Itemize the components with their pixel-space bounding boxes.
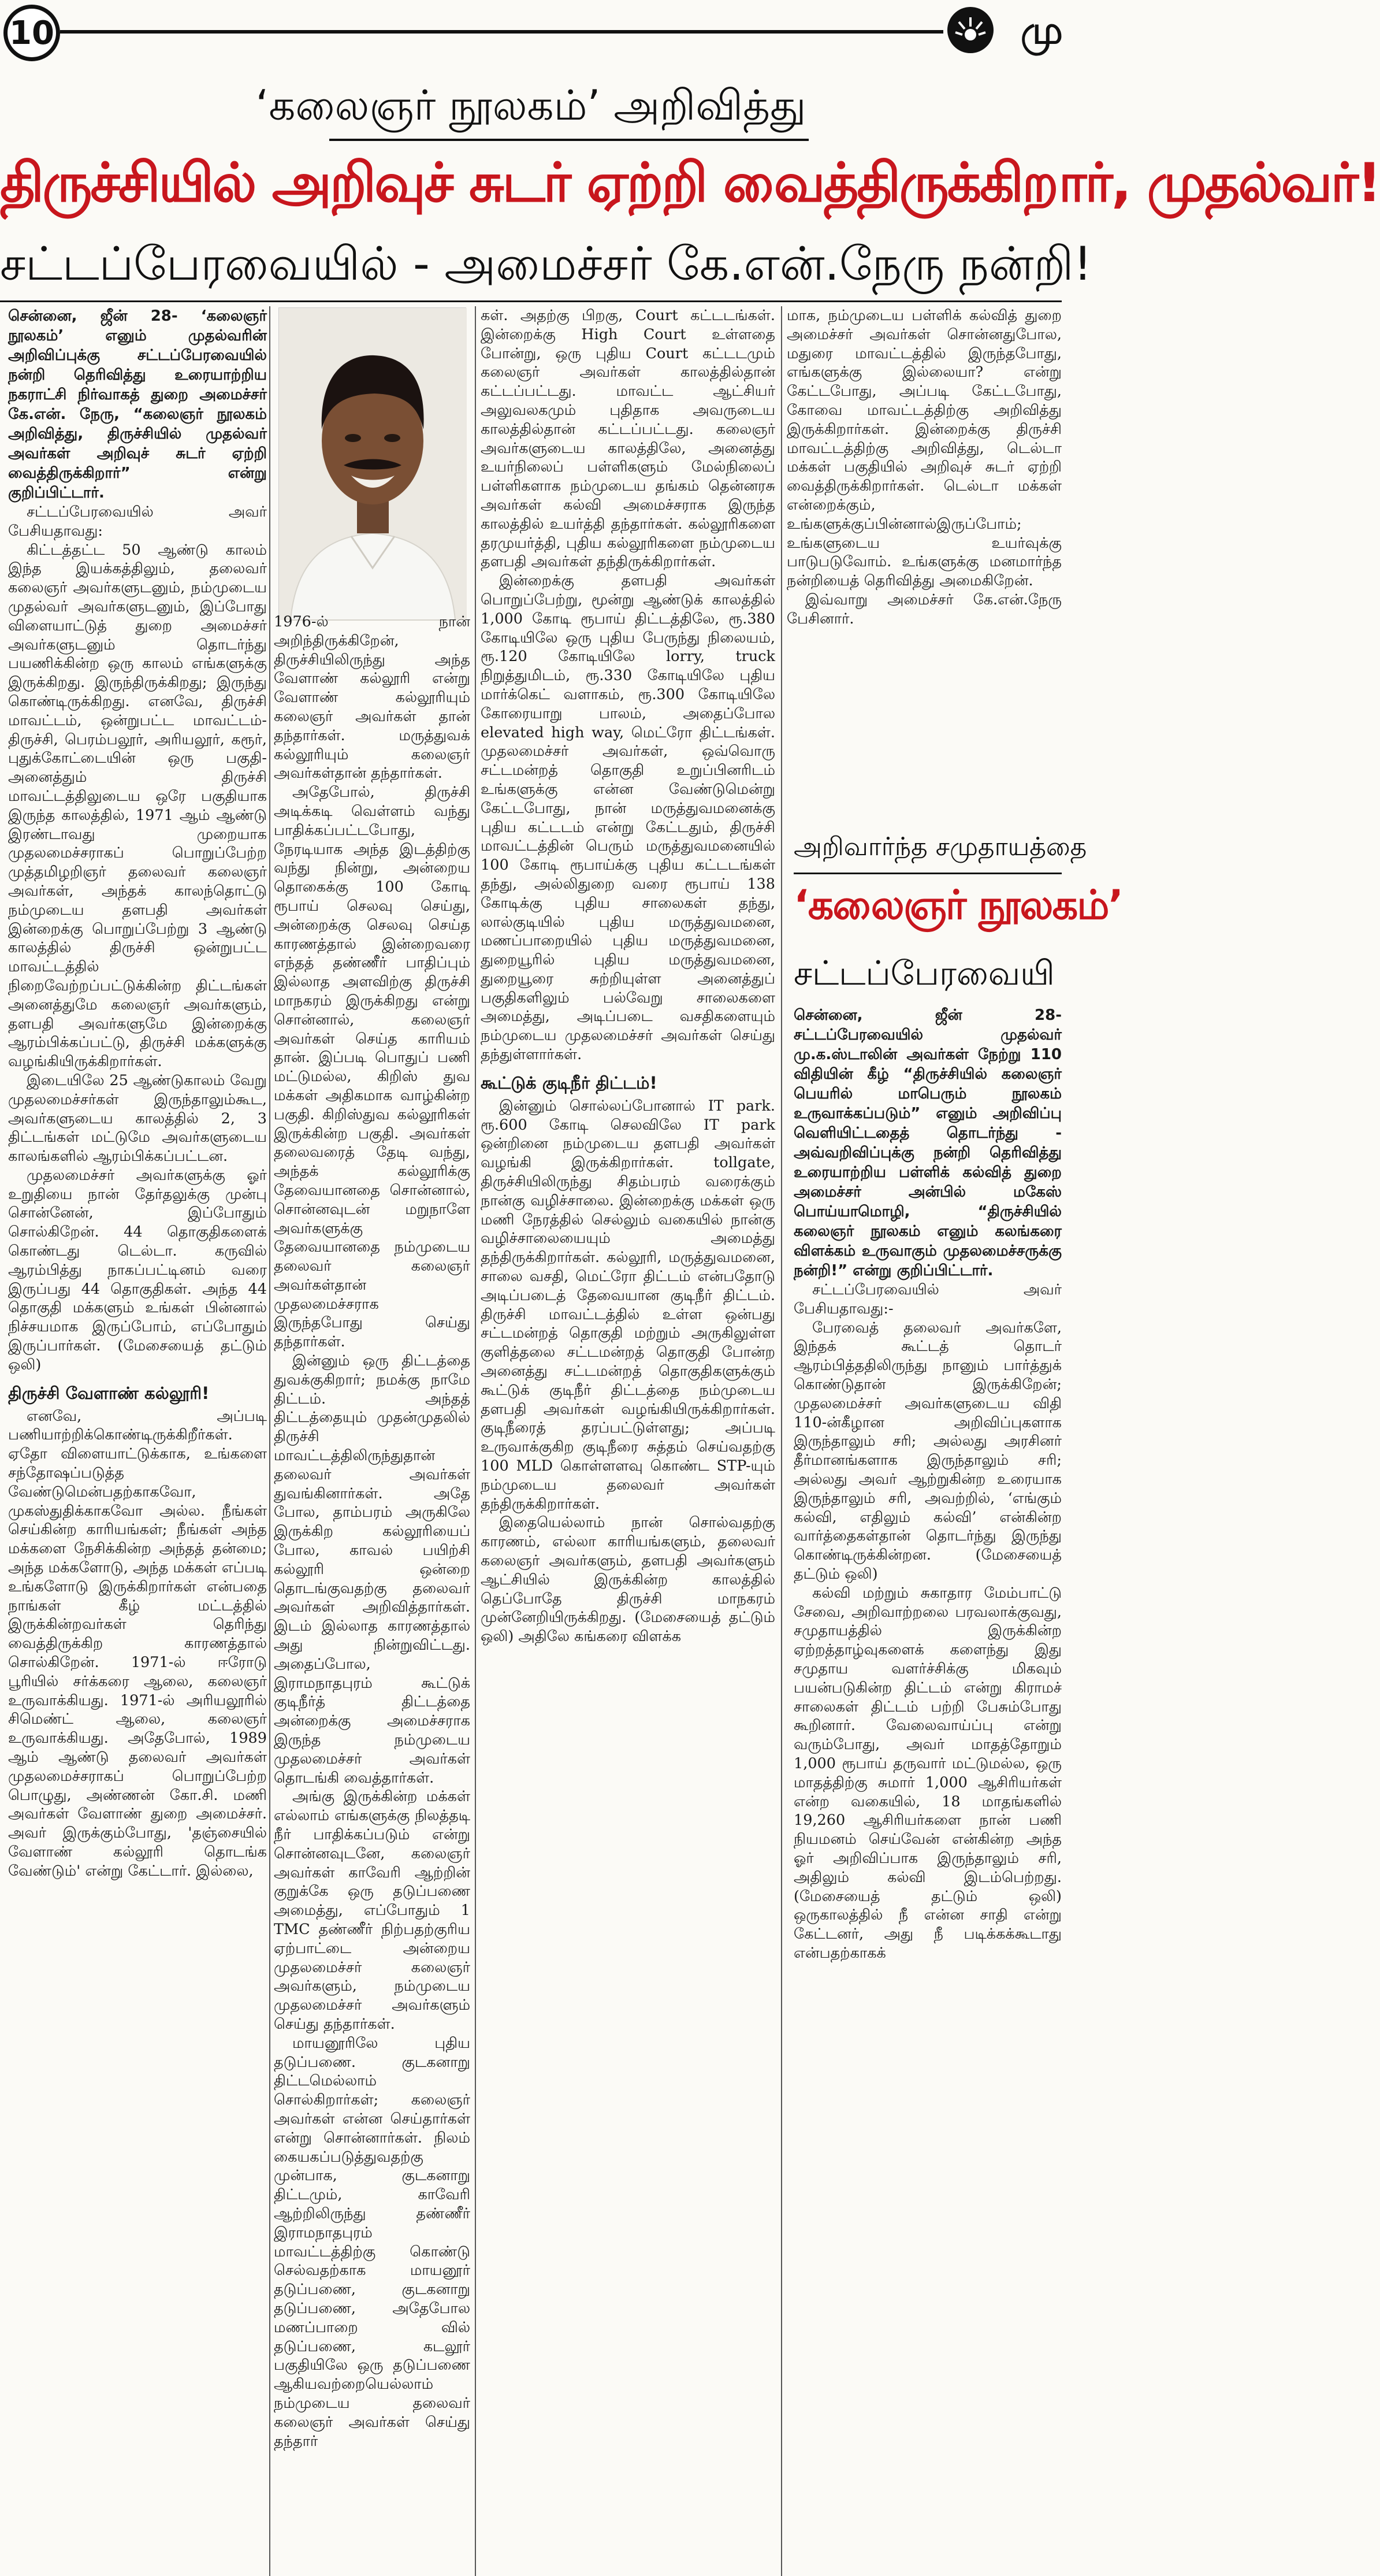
column-rule	[269, 306, 270, 2576]
paragraph: மாக, நம்முடைய பள்ளிக் கல்வித் துறை அமைச்சர் அவர்கள் சொன்னதுபோல, மதுரை மாவட்டத்தில் இருந்தபோது, எங்களுக்கு இல்லையா? என்று கேட்டபோது, அப்படி கேட்டபோது, கோவை மாவட்டத்திற்கு அறிவித்து இருக்கிறார்கள். இன்றைக்கு திருச்சி மாவட்டத்திற்கு அறிவித்து, டெல்டா மக்கள் பகுதியில் அறிவுச் சுடர் ஏற்றி வைத்திருக்கிறார்கள். டெல்டா மக்கள் என்றைக்கும், உங்களுக்குப்பின்னால்இருப்போம்; உங்களுடைய உயர்வுக்கு பாடுபடுவோம். உங்களுக்கு மனமார்ந்த நன்றியைத் தெரிவித்து அமைகிறேன்.	[787, 307, 1062, 590]
paragraph: 1976-ல் நான் அறிந்திருக்கிறேன், திருச்சியிலிருந்து அந்த வேளாண் கல்லூரி என்று வேளாண் கல்லூரியும் கலைஞர் அவர்கள் தான் தந்தார்கள். மருத்துவக் கல்லூரியும் கலைஞர் அவர்கள்தான் தந்தார்கள்.	[274, 613, 470, 782]
paragraph: கல்வி மற்றும் சுகாதார மேம்பாட்டு சேவை, அறிவாற்றலை பரவலாக்குவது, சமுதாயத்தில் இருக்கின்ற ஏற்றத்தாழ்வுகளைக் களைந்து இது சமுதாய வளர்ச்சிக்கு மிகவும் பயன்படுகின்ற திட்டம் என்று கிராமச் சாலைகள் திட்டம் பற்றி பேசும்போது கூறினார். வேலைவாய்ப்பு என்று வரும்போது, அவர் மாதத்தோறும் 1,000 ரூபாய் தருவார் மட்டுமல்ல, ஒரு மாதத்திற்கு சுமார் 1,000 ஆசிரியர்கள் என்ற வகையில், 18 மாதங்களில் 19,260 ஆசிரியர்களை நான் பணி நியமனம் செய்வேன் என்கின்ற அந்த ஓர் அறிவிப்பாக இருந்தாலும் சரி, அதிலும் கல்வி இடம்பெற்றது. (மேசையைத் தட்டும் ஒலி) ஒருகாலத்தில் நீ என்ன சாதி என்று கேட்டனர், அது நீ படிக்கக்கூடாது என்பதற்காகக்	[794, 1584, 1062, 1962]
subhead-rule	[0, 300, 1062, 302]
paragraph: எனவே, அப்படி பணியாற்றிக்கொண்டிருக்கிறீர்கள். ஏதோ விளையாட்டுக்காக, உங்களை சந்தோஷப்படுத்த வேண்டுமென்பதற்காகவோ, முகஸ்துதிக்காகவோ அல்ல. நீங்கள் செய்கின்ற காரியங்கள்; நீங்கள் அந்த மக்களை நேசிக்கின்ற அந்தத் தன்மை; அந்த மக்களோடு, அந்த மக்கள் எப்படி உங்களோடு இருக்கிறார்கள் என்பதை நாங்கள் கீழ் மட்டத்தில் இருக்கின்றவர்கள் தெரிந்து வைத்திருக்கிற காரணத்தால் சொல்கிறேன். 1971-ல் ஈரோடு பூரியில் சர்க்கரை ஆலை, கலைஞர் உருவாக்கியது. 1971-ல் அரியலூரில் சிமெண்ட் ஆலை, கலைஞர் உருவாக்கியது. அதேபோல், 1989 ஆம் ஆண்டு தலைவர் அவர்கள் முதலமைச்சராகப் பொறுப்பேற்ற பொழுது, அண்ணன் கோ.சி. மணி அவர்கள் வேளாண் துறை அமைச்சர். அவர் இருக்கும்போது, 'தஞ்சையில் வேளாண் கல்லூரி தொடங்க வேண்டும்' என்று கேட்டார். இல்லை,	[8, 1407, 267, 1880]
paragraph: கள். அதற்கு பிறகு, Court கட்டடங்கள். இன்றைக்கு High Court உள்ளதை போன்று, ஒரு புதிய Court கட்டடமும் கலைஞர் அவர்கள் காலத்தில்தான் கட்டப்பட்டது. மாவட்ட ஆட்சியர் அலுவலகமும் புதிதாக அவருடைய காலத்தில்தான் கட்டப்பட்டது. கலைஞர் அவர்களுடைய காலத்திலே, அனைத்து உயர்நிலைப் பள்ளிகளும் மேல்நிலைப் பள்ளிகளாக நம்முடைய தங்கம் தென்னரசு அவர்கள் கல்வி அமைச்சராக இருந்த காலத்தில் உயர்த்தி தந்தார்கள். கல்லூரிகளை தரமுயர்த்தி, புதிய கல்லூரிகளை நம்முடைய தளபதி அவர்கள் தந்திருக்கிறார்கள்.	[481, 307, 775, 571]
article-column-4	[787, 306, 1062, 832]
top-rule	[60, 30, 943, 34]
paragraph: சட்டப்பேரவையில் அவர் பேசியதாவது:	[8, 503, 267, 540]
lead-paragraph: சென்னை, ஜீன் 28- சட்டப்பேரவையில் முதல்வர் மு.க.ஸ்டாலின் அவர்கள் நேற்று 110 விதியின் கீழ் “திருச்சியில் கலைஞர் பெயரில் மாபெரும் நூலகம் உருவாக்கப்படும்” எனும் அறிவிப்பு வெளியிட்டதைத் தொடர்ந்து - அவ்வறிவிப்புக்கு நன்றி தெரிவித்து உரையாற்றிய பள்ளிக் கல்வித் துறை அமைச்சர் அன்பில் மகேஸ் பொய்யாமொழி, “திருச்சியில் கலைஞர் நூலகம் எனும் கலங்கரை விளக்கம் உருவாகும் முதலமைச்சருக்கு நன்றி!” என்று குறிப்பிட்டார்.	[794, 1007, 1062, 1279]
paragraph: அதேபோல், திருச்சி அடிக்கடி வெள்ளம் வந்து பாதிக்கப்பட்டபோது, நேரடியாக அந்த இடத்திற்கு வந்து நின்று, அன்றைய தொகைக்கு 100 கோடி ரூபாய் செலவு செய்து, அன்றைக்கு செலவு செய்த காரணத்தால் இன்றைவரை எந்தத் தண்ணீர் பாதிப்பும் இல்லாத அளவிற்கு திருச்சி மாநகரம் இருக்கிறது என்று சொன்னால், கலைஞர் அவர்கள் செய்த காரியம் தான். இப்படி பொதுப் பணி மட்டுமல்ல, கிறிஸ் துவ மக்கள் அதிகமாக வாழ்கின்ற பகுதி. கிறிஸ்துவ கல்லூரிகள் இருக்கின்ற பகுதி. அவர்கள் தலைவரைத் தேடி வந்து, அந்தக் கல்லூரிக்கு தேவையானதை சொன்னால், சொன்னவுடன் மறுநாளே அவர்களுக்கு தேவையானதை நம்முடைய தலைவர் கலைஞர் அவர்கள்தான் முதலமைச்சராக இருந்தபோது செய்து தந்தார்கள்.	[274, 784, 470, 1351]
side-story-headline: ‘கலைஞர் நூலகம்’	[794, 881, 1123, 929]
masthead-logo-icon	[947, 7, 994, 53]
portrait-icon	[279, 308, 467, 620]
article-subhead: சட்டப்பேரவையில் - அமைச்சர் கே.என்.நேரு நன்றி!	[0, 237, 1092, 291]
article-kicker: ‘கலைஞர் நூலகம்’ அறிவித்து	[255, 81, 806, 129]
paragraph: மாயனூரிலே புதிய தடுப்பணை. குடகனாறு திட்டமெல்லாம் சொல்கிறார்கள்; கலைஞர் அவர்கள் என்ன செய்தார்கள் என்று சொன்னார்கள். நிலம் கையகப்படுத்துவதற்கு முன்பாக, குடகனாறு திட்டமும், காவேரி ஆற்றிலிருந்து தண்ணீர் இராமநாதபுரம் மாவட்டத்திற்கு கொண்டு செல்வதற்காக மாயனூர் தடுப்பணை, குடகனாறு தடுப்பணை, அதேபோல மணப்பாறை வில் தடுப்பணை, கடலூர் பகுதியிலே ஒரு தடுப்பணை ஆகியவற்றையெல்லாம் நம்முடைய தலைவர் கலைஞர் அவர்கள் செய்து தந்தார்	[274, 2034, 470, 2450]
paragraph: இன்னும் சொல்லப்போனால் IT park. ரூ.600 கோடி செலவிலே IT park ஒன்றினை நம்முடைய தளபதி அவர்கள் வழங்கி இருக்கிறார்கள். tollgate, திருச்சியிலிருந்து சிதம்பரம் வரைக்கும் நான்கு வழிச்சாலை. இன்றைக்கு மக்கள் ஒரு மணி நேரத்தில் செல்லும் வகையில் நான்கு வழிச்சாலையையும் அமைத்து தந்திருக்கிறார்கள். கல்லூரி, மருத்துவமனை, சாலை வசதி, மெட்ரோ திட்டம் என்பதோடு அடிப்படைத் தேவையான குடிநீர் திட்டம். திருச்சி மாவட்டத்தில் உள்ள ஒன்பது சட்டமன்றத் தொகுதி மற்றும் அருகிலுள்ள குளித்தலை சட்டமன்றத் தொகுதி போன்ற அனைத்து சட்டமன்றத் தொகுதிகளுக்கும் கூட்டுக் குடிநீர் திட்டத்தை நம்முடைய தளபதி அவர்கள் வழங்கியிருக்கிறார்கள். குடிநீரைத் தரப்பட்டுள்ளது; அப்படி உருவாக்குகிற குடிநீரை சுத்தம் செய்வதற்கு 100 MLD கொள்ளளவு கொண்ட STP-யும் நம்முடைய தலைவர் அவர்கள் தந்திருக்கிறார்கள்.	[481, 1097, 775, 1513]
side-story-body	[794, 1005, 1062, 2566]
paragraph: இதையெல்லாம் நான் சொல்வதற்கு காரணம், எல்லா காரியங்களும், தலைவர் கலைஞர் அவர்களும், தளபதி அவர்களும் ஆட்சியில் இருக்கின்ற காலத்தில் தெப்போதே திருச்சி மாநகரம் முன்னேறியிருக்கிறது. (மேசையைத் தட்டும் ஒலி) அதிலே கங்கரை விளக்க	[481, 1514, 775, 1646]
paragraph: முதலமைச்சர் அவர்களுக்கு ஓர் உறுதியை நான் தேர்தலுக்கு முன்பு சொன்னேன், இப்போதும் சொல்கிறேன். 44 தொகுதிகளைக் கொண்டது டெல்டா. கருவில் ஆரம்பித்து நாகப்பட்டினம் வரை இருப்பது 44 தொகுதிகள். அந்த 44 தொகுதி மக்களும் உங்கள் பின்னால் நிச்சயமாக இருப்போம், எப்போதும் இருப்பார்கள். (மேசையைத் தட்டும் ஒலி)	[8, 1166, 267, 1374]
paragraph: இன்றைக்கு தளபதி அவர்கள் பொறுப்பேற்று, மூன்று ஆண்டுக் காலத்தில் 1,000 கோடி ரூபாய் திட்டத்திலே, ரூ.380 கோடியிலே ஒரு புதிய பேருந்து நிலையம், ரூ.120 கோடியிலே lorry, truck நிறுத்துமிடம், ரூ.330 கோடியிலே புதிய மார்க்கெட் வளாகம், ரூ.300 கோடியிலே கோரையாறு பாலம், அதைப்போல elevated high way, மெட்ரோ திட்டங்கள். முதலமைச்சர் அவர்கள், ஒவ்வொரு சட்டமன்றத் தொகுதி உறுப்பினரிடம் உங்களுக்கு என்ன வேண்டுமென்று கேட்டபோது, நான் மருத்துவமனைக்கு புதிய கட்டடம் என்று கேட்டதும், திருச்சி மாவட்டத்தின் பெரும் மருத்துவமனையில் 100 கோடி ரூபாய்க்கு புதிய கட்டடங்கள் தந்து, அல்லிதுறை வரை ரூபாய் 138 கோடிக்கு புதிய சாலைகள் தந்து, லால்குடியில் புதிய மருத்துவமனை, மணப்பாறையில் புதிய மருத்துவமனை, துறையூரில் புதிய மருத்துவமனை, துறையூரை சுற்றியுள்ள அனைத்துப் பகுதிகளிலும் பல்வேறு சாலைகளை அமைத்து, அடிப்படை வசதிகளையும் நம்முடைய முதலமைச்சர் அவர்கள் செய்து தந்துள்ளார்கள்.	[481, 572, 775, 1064]
page-number-badge	[3, 5, 60, 61]
paragraph: கிட்டத்தட்ட 50 ஆண்டு காலம் இந்த இயக்கத்திலும், தலைவர் கலைஞர் அவர்களுடனும், நம்முடைய முதல்வர் அவர்களுடனும், இப்போது விளையாட்டுத் துறை அமைச்சர் அவர்களுடனும் தொடர்ந்து பயணிக்கின்ற ஒரு காலம் எங்களுக்கு இருக்கிறது. இருந்திருக்கிறது; இருந்து கொண்டிருக்கிறது. எனவே, திருச்சி மாவட்டம், ஒன்றுபட்ட மாவட்டம்-திருச்சி, பெரம்பலூர், அரியலூர், கரூர், புதுக்கோட்டையின் ஒரு பகுதி-அனைத்தும் திருச்சி மாவட்டத்திலுடைய ஒரே பகுதியாக இருந்த காலத்தில், 1971 ஆம் ஆண்டு இரண்டாவது முறையாக முதலமைச்சராகப் பொறுப்பேற்ற முத்தமிழறிஞர் தலைவர் கலைஞர் அவர்கள், அந்தக் காலந்தொட்டு நம்முடைய தளபதி அவர்கள் இன்றைக்கு பொறுப்பேற்று 3 ஆண்டு காலத்தில் திருச்சி ஒன்றுபட்ட மாவட்டத்தில் நிறைவேற்றப்பட்டுக்கின்ற திட்டங்கள் அனைத்துமே கலைஞர் அவர்களும், தளபதி அவர்களுமே இன்றைக்கு ஆரம்பிக்கப்பட்டு, திருச்சி மக்களுக்கு வழங்கியிருக்கிறார்கள்.	[8, 541, 267, 1071]
side-kicker-rule	[794, 873, 1062, 874]
top-bar	[0, 0, 1062, 64]
rising-sun-icon	[954, 14, 987, 46]
column-rule	[781, 306, 782, 2576]
lead-paragraph: சென்னை, ஜீன் 28- ‘கலைஞர் நூலகம்’ எனும் முதல்வரின் அறிவிப்புக்கு சட்டப்பேரவையில் நன்றி தெரிவித்து உரையாற்றிய நகராட்சி நிர்வாகத் துறை அமைச்சர் கே.என். நேரு, “கலைஞர் நூலகம் அறிவித்து, திருச்சியில் முதல்வர் அவர்கள் அறிவுச் சுடர் ஏற்றி வைத்திருக்கிறார்” என்று குறிப்பிட்டார்.	[8, 307, 267, 502]
kicker-underline	[329, 139, 809, 141]
page-number: 10	[9, 14, 54, 52]
masthead-text: மு	[1020, 8, 1062, 53]
article-column-3	[481, 306, 775, 2576]
minister-portrait-photo	[278, 307, 466, 619]
section-subheading: திருச்சி வேளாண் கல்லூரி!	[8, 1383, 210, 1403]
paragraph: இடையிலே 25 ஆண்டுகாலம் வேறு முதலமைச்சர்கள் இருந்தாலும்கூட, அவர்களுடைய காலத்தில் 2, 3 திட்டங்கள் மட்டுமே அவர்களுடைய காலங்களில் ஆரம்பிக்கப்பட்டன.	[8, 1071, 267, 1165]
side-story-subhead: சட்டப்பேரவையி	[794, 953, 1055, 993]
column-rule	[475, 306, 476, 2576]
article-column-1	[8, 306, 267, 2576]
paragraph: அங்கு இருக்கின்ற மக்கள் எல்லாம் எங்களுக்கு நிலத்தடி நீர் பாதிக்கப்படும் என்று சொன்னவுடனே, கலைஞர் அவர்கள் காவேரி ஆற்றின் குறுக்கே ஒரு தடுப்பணை அமைத்து, எப்போதும் 1 TMC தண்ணீர் நிற்பதற்குரிய ஏற்பாட்டை அன்றைய முதலமைச்சர் கலைஞர் அவர்களும், நம்முடைய முதலமைச்சர் அவர்களும் செய்து தந்தார்கள்.	[274, 1788, 470, 2033]
side-story	[787, 832, 1123, 2576]
section-subheading: கூட்டுக் குடிநீர் திட்டம்!	[481, 1072, 657, 1093]
paragraph: இன்னும் ஒரு திட்டத்தை துவக்குகிறார்; நமக்கு நாமே திட்டம். அந்தத் திட்டத்தையும் முதன்முதலில் திருச்சி மாவட்டத்திலிருந்துதான் தலைவர் அவர்கள் துவங்கினார்கள். அதே போல, தாம்பரம் அருகிலே இருக்கிற கல்லூரியைப் போல, காவல் பயிற்சி கல்லூரி ஒன்றை தொடங்குவதற்கு தலைவர் அவர்கள் அறிவித்தார்கள். இடம் இல்லாத காரணத்தால் அது நின்றுவிட்டது. அதைப்போல, இராமநாதபுரம் கூட்டுக் குடிநீர்த் திட்டத்தை அன்றைக்கு அமைச்சராக இருந்த நம்முடைய முதலமைச்சர் அவர்கள் தொடங்கி வைத்தார்கள்.	[274, 1352, 470, 1787]
article-headline: திருச்சியில் அறிவுச் சுடர் ஏற்றி வைத்திருக்கிறார், முதல்வர்!	[0, 151, 1380, 214]
paragraph: பேரவைத் தலைவர் அவர்களே, இந்தக் கூட்டத் தொடர் ஆரம்பித்ததிலிருந்து நானும் பார்த்துக் கொண்டுதான் இருக்கிறேன்; முதலமைச்சர் அவர்களுடைய விதி 110-ன்கீழான அறிவிப்புகளாக இருந்தாலும் சரி; அல்லது அரசினர் தீர்மானங்களாக இருந்தாலும் சரி; அல்லது அவர் ஆற்றுகின்ற உரையாக இருந்தாலும் சரி, அவற்றில், ‘எங்கும் கல்வி, எதிலும் கல்வி’ என்கின்ற வார்த்தைகள்தான் தொடர்ந்து இருந்து கொண்டிருக்கின்றன. (மேசையைத் தட்டும் ஒலி)	[794, 1319, 1062, 1583]
article-column-2	[274, 613, 470, 2576]
paragraph: இவ்வாறு அமைச்சர் கே.என்.நேரு பேசினார்.	[787, 591, 1062, 628]
side-story-kicker: அறிவார்ந்த சமுதாயத்தை	[794, 832, 1087, 862]
paragraph: சட்டப்பேரவையில் அவர் பேசியதாவது:-	[794, 1281, 1062, 1317]
